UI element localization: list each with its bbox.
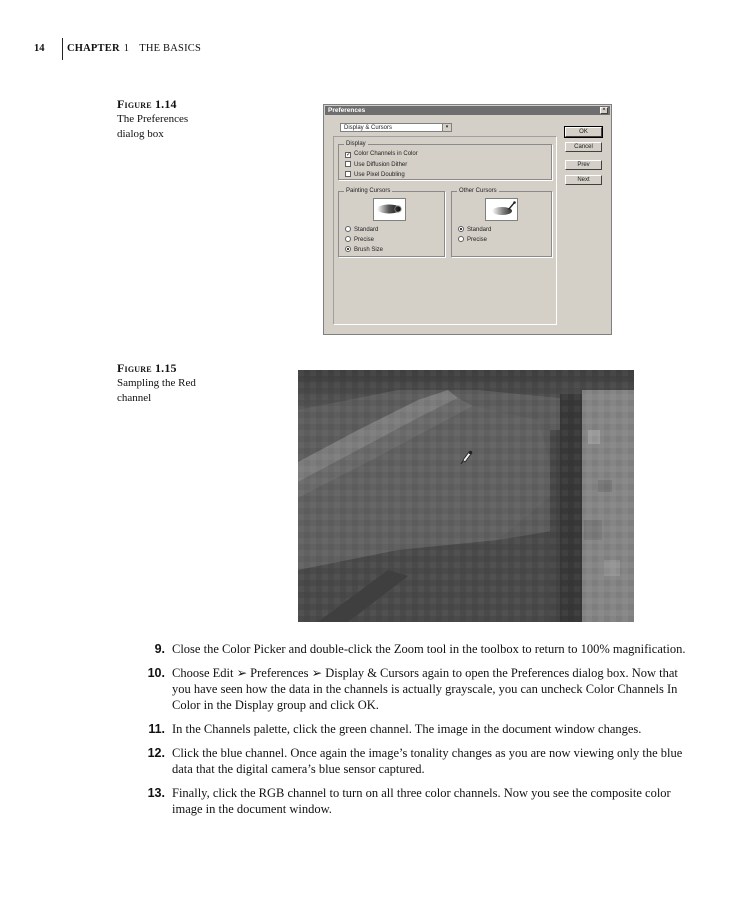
radio-button[interactable] [458, 236, 464, 242]
step-number: 12. [147, 746, 165, 760]
caption-line: The Preferences [117, 113, 189, 125]
step-number: 10. [147, 666, 165, 680]
option-label: Color Channels in Color [354, 151, 418, 157]
brush-stroke-icon [374, 199, 405, 220]
page-number: 14 [34, 43, 45, 54]
painting-standard-radio[interactable] [345, 226, 378, 234]
list-item [137, 785, 697, 817]
option-label: Use Pixel Doubling [354, 172, 405, 178]
radio-button-selected[interactable] [345, 246, 351, 252]
chapter-label: CHAPTER [67, 43, 120, 54]
painting-cursors-group [338, 188, 445, 257]
chapter-title: THE BASICS [139, 43, 202, 54]
panel-select[interactable] [340, 123, 452, 132]
checkbox-checked[interactable]: ✓ [346, 152, 352, 158]
step-number: 13. [147, 786, 165, 800]
other-cursor-preview [485, 198, 518, 221]
dialog-title: Preferences [328, 107, 366, 114]
step-text: Close the Color Picker and double-click the Zoom tool in the toolbox to return to 100% magnification. [172, 642, 686, 656]
radio-button[interactable] [345, 236, 351, 242]
red-channel-sample-image [298, 370, 634, 622]
chevron-down-icon[interactable]: ▾ [442, 124, 451, 131]
option-label: Standard [354, 227, 379, 233]
option-label: Precise [467, 237, 488, 243]
step-number: 11. [148, 722, 165, 736]
figure-label: Figure 1.15 [117, 361, 177, 375]
caption-line: Sampling the Red [117, 377, 196, 389]
step-text: Click the blue channel. Once again the image’s tonality changes as you are now viewing only the blue data that the digital camera’s blue sensor captured. [172, 746, 683, 776]
step-text: In the Channels palette, click the green channel. The image in the document window changes. [172, 722, 642, 736]
dialog-titlebar [325, 106, 610, 115]
header-divider [62, 38, 63, 60]
step-text: Choose Edit ➢ Preferences ➢ Display & Cursors again to open the Preferences dialog box. Now that you have seen how the data in the channels is actually grayscale, you can uncheck Color Channels In Color in the Display group and click OK. [172, 666, 678, 712]
list-item [137, 641, 697, 657]
next-button[interactable]: Next [565, 175, 602, 185]
figure-1-15-caption [117, 361, 227, 406]
figure-1-14-caption [117, 97, 227, 142]
radio-button[interactable] [345, 226, 351, 232]
radio-button-selected[interactable] [458, 226, 464, 232]
other-cursors-group [451, 188, 552, 257]
group-legend: Display [346, 141, 366, 147]
other-precise-radio[interactable] [458, 236, 487, 244]
caption-line: channel [117, 392, 152, 404]
ok-button[interactable]: OK [565, 127, 602, 137]
cancel-button[interactable]: Cancel [565, 142, 602, 152]
list-item [137, 665, 697, 713]
painting-brush-size-radio[interactable] [345, 246, 383, 254]
list-item [137, 721, 697, 737]
other-standard-radio[interactable] [458, 226, 491, 234]
diffusion-dither-checkbox[interactable] [345, 161, 407, 169]
checkbox[interactable] [345, 171, 351, 177]
figure-label: Figure 1.14 [117, 97, 177, 111]
zoomed-pixel-image [298, 370, 634, 622]
instruction-steps [137, 641, 697, 825]
preferences-dialog [323, 104, 612, 335]
display-group [338, 141, 552, 180]
option-label: Precise [354, 237, 375, 243]
brush-cursor-preview [373, 198, 406, 221]
chapter-number: 1 [123, 43, 130, 54]
step-text: Finally, click the RGB channel to turn on all three color channels. Now you see the composite color image in the document window. [172, 786, 671, 816]
group-legend: Other Cursors [459, 188, 497, 194]
option-label: Brush Size [354, 247, 384, 253]
option-label: Use Diffusion Dither [354, 162, 408, 168]
step-number: 9. [154, 642, 165, 656]
close-button[interactable]: × [600, 107, 608, 114]
option-label: Standard [467, 227, 492, 233]
eyedropper-cursor-icon [486, 199, 517, 220]
painting-precise-radio[interactable] [345, 236, 374, 244]
caption-line: dialog box [117, 128, 164, 140]
group-legend: Painting Cursors [346, 188, 391, 194]
chapter-heading [67, 43, 201, 54]
prev-button[interactable]: Prev [565, 160, 602, 170]
checkbox[interactable] [345, 161, 351, 167]
panel-select-value: Display & Cursors [344, 125, 393, 131]
list-item [137, 745, 697, 777]
color-channels-checkbox[interactable] [345, 151, 418, 159]
pixel-doubling-checkbox[interactable] [345, 171, 405, 179]
